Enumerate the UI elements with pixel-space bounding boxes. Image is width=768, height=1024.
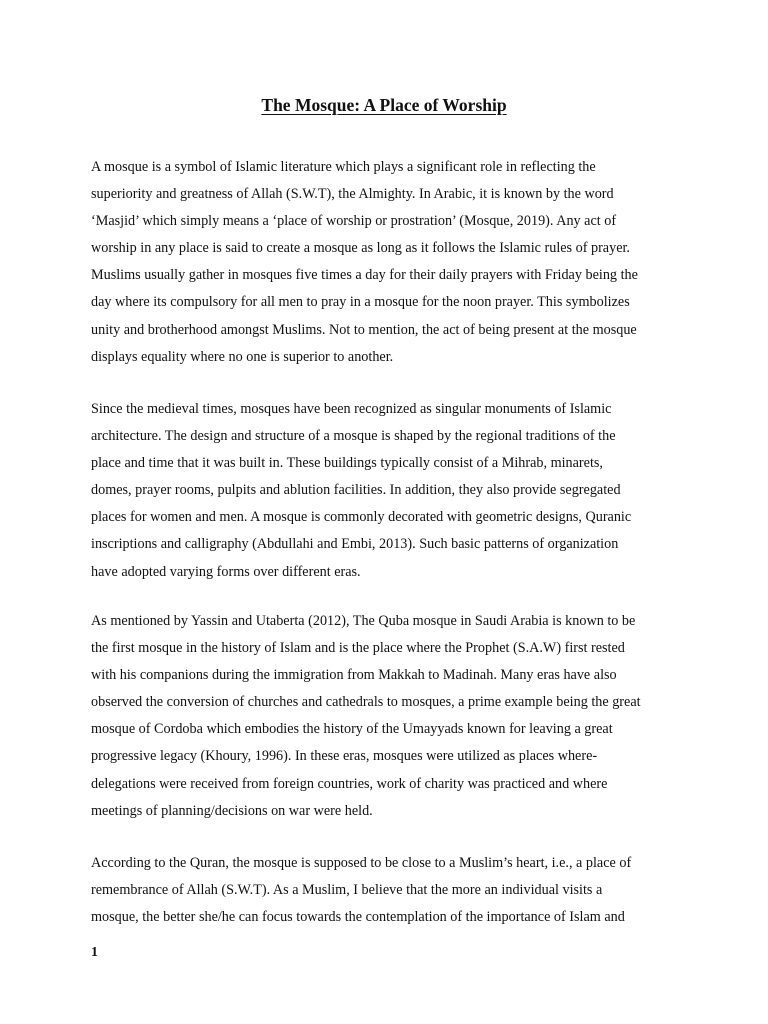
text-line: mosque of Cordoba which embodies the history of the Umayyads known for leaving a great (91, 721, 613, 738)
text-line: have adopted varying forms over different eras. (91, 563, 361, 580)
text-line: day where its compulsory for all men to pray in a mosque for the noon prayer. This symbolizes (91, 294, 630, 311)
text-line: delegations were received from foreign countries, work of charity was practiced and where (91, 775, 608, 792)
text-line: places for women and men. A mosque is commonly decorated with geometric designs, Quranic (91, 509, 632, 526)
paragraph-2 (91, 396, 681, 586)
text-line: A mosque is a symbol of Islamic literature which plays a significant role in reflecting the (91, 159, 596, 175)
text-line: remembrance of Allah (S.W.T). As a Muslim, I believe that the more an individual visits a (91, 882, 603, 899)
document-title: The Mosque: A Place of Worship (261, 95, 507, 115)
text-line: domes, prayer rooms, pulpits and ablution facilities. In addition, they also provide segregated (91, 482, 621, 499)
text-line: ‘Masjid’ which simply means a ‘place of worship or prostration’ (Mosque, 2019). Any act of (91, 213, 617, 230)
text-line: inscriptions and calligraphy (Abdullahi and Embi, 2013). Such basic patterns of organization (91, 536, 619, 553)
text-line: meetings of planning/decisions on war were held. (91, 802, 373, 819)
paragraph-1 (91, 154, 681, 371)
text-line: mosque, the better she/he can focus towards the contemplation of the importance of Islam and (91, 909, 625, 926)
text-line: worship in any place is said to create a mosque as long as it follows the Islamic rules of prayer. (91, 240, 630, 257)
text-line: observed the conversion of churches and cathedrals to mosques, a prime example being the great (91, 694, 641, 711)
text-line: As mentioned by Yassin and Utaberta (2012), The Quba mosque in Saudi Arabia is known to be (91, 613, 636, 629)
paragraph-3 (91, 608, 681, 825)
text-line: architecture. The design and structure of a mosque is shaped by the regional traditions of the (91, 428, 616, 445)
text-line: the first mosque in the history of Islam and is the place where the Prophet (S.A.W) first rested (91, 640, 625, 657)
text-line: According to the Quran, the mosque is supposed to be close to a Muslim’s heart, i.e., a place of (91, 855, 632, 871)
page-number: 1 (91, 945, 98, 960)
text-line: with his companions during the immigration from Makkah to Madinah. Many eras have also (91, 667, 617, 684)
text-line: Since the medieval times, mosques have been recognized as singular monuments of Islamic (91, 401, 612, 417)
text-line: place and time that it was built in. These buildings typically consist of a Mihrab, minarets, (91, 455, 603, 472)
paragraph-4 (91, 850, 681, 931)
text-line: progressive legacy (Khoury, 1996). In these eras, mosques were utilized as places where- (91, 748, 598, 765)
text-line: unity and brotherhood amongst Muslims. Not to mention, the act of being present at the mosque (91, 321, 637, 338)
text-line: displays equality where no one is superior to another. (91, 348, 394, 365)
text-line: superiority and greatness of Allah (S.W.T), the Almighty. In Arabic, it is known by the word (91, 186, 614, 203)
text-line: Muslims usually gather in mosques five times a day for their daily prayers with Friday being the (91, 267, 638, 284)
